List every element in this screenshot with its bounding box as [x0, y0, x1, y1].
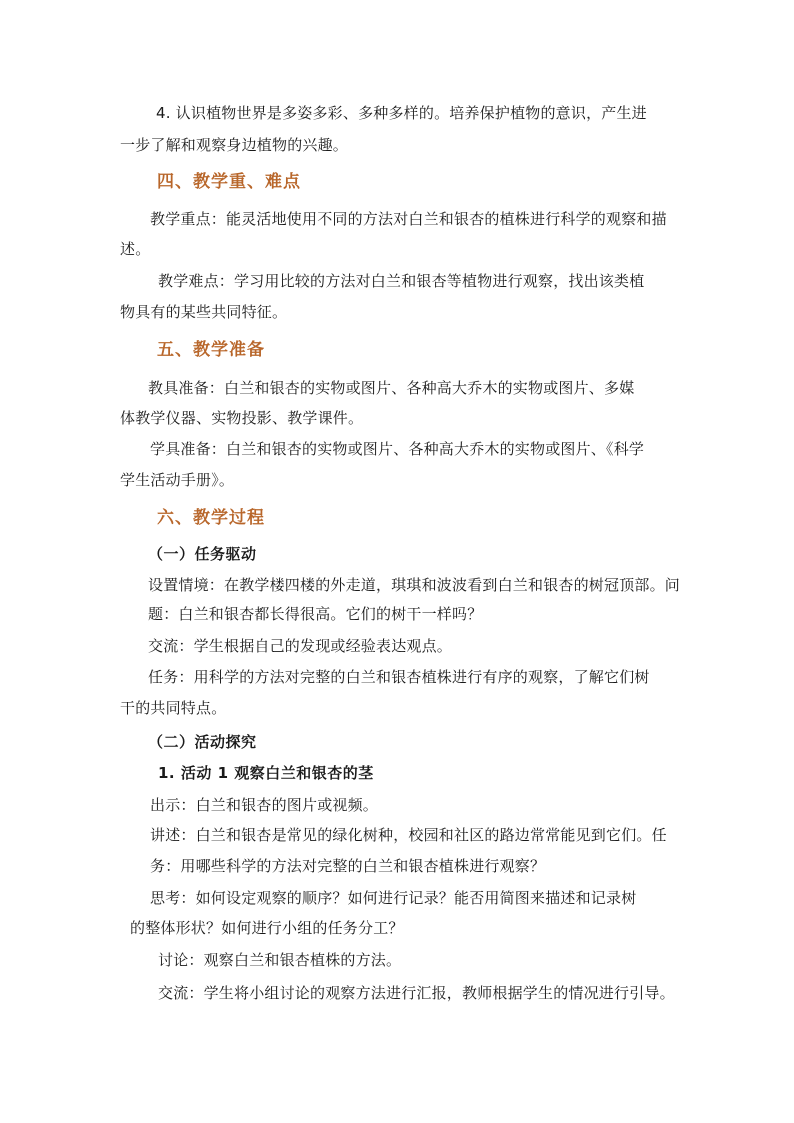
teacher-prep-line-1: 教具准备：白兰和银杏的实物或图片、各种高大乔木的实物或图片、多媒 — [148, 379, 635, 397]
heading-teaching-process: 六、教学过程 — [157, 508, 265, 528]
exchange-line: 交流：学生根据自己的发现或经验表达观点。 — [148, 637, 453, 655]
objective-4-line-1: 4. 认识植物世界是多姿多彩、多种多样的。培养保护植物的意识，产生进 — [156, 104, 647, 122]
student-prep-line-2: 学生活动手册》。 — [120, 471, 235, 489]
task-line-2: 干的共同特点。 — [120, 699, 227, 717]
discuss-line: 讨论：观察白兰和银杏植株的方法。 — [158, 951, 402, 969]
heading-key-difficult-points: 四、教学重、难点 — [157, 172, 301, 192]
subheading-activity-inquiry: （二）活动探究 — [148, 733, 257, 751]
explain-line-1: 讲述：白兰和银杏是常见的绿化树种，校园和社区的路边常常能见到它们。任 — [150, 826, 667, 844]
explain-line-2: 务：用哪些科学的方法对完整的白兰和银杏植株进行观察？ — [150, 857, 546, 875]
difficult-point-line-2: 物具有的某些共同特征。 — [120, 303, 288, 321]
key-point-line-1: 教学重点：能灵活地使用不同的方法对白兰和银杏的植株进行科学的观察和描 — [150, 210, 667, 228]
think-line-1: 思考：如何设定观察的顺序？如何进行记录？能否用简图来描述和记录树 — [150, 889, 637, 907]
think-line-2: 的整体形状？如何进行小组的任务分工？ — [130, 919, 404, 937]
key-point-line-2: 述。 — [120, 240, 151, 258]
teacher-prep-line-2: 体教学仪器、实物投影、教学课件。 — [120, 409, 364, 427]
scene-line-1: 设置情境：在教学楼四楼的外走道，琪琪和波波看到白兰和银杏的树冠顶部。问 — [148, 576, 681, 594]
scene-line-2: 题：白兰和银杏都长得很高。它们的树干一样吗？ — [148, 605, 483, 623]
show-line: 出示：白兰和银杏的图片或视频。 — [150, 796, 379, 814]
subheading-task-driven: （一）任务驱动 — [148, 545, 257, 563]
exchange-report-line: 交流：学生将小组讨论的观察方法进行汇报，教师根据学生的情况进行引导。 — [158, 984, 675, 1002]
task-line-1: 任务：用科学的方法对完整的白兰和银杏植株进行有序的观察，了解它们树 — [148, 668, 650, 686]
activity-1-title: 1. 活动 1 观察白兰和银杏的茎 — [158, 764, 374, 782]
objective-4-line-2: 一步了解和观察身边植物的兴趣。 — [120, 136, 349, 154]
student-prep-line-1: 学具准备：白兰和银杏的实物或图片、各种高大乔木的实物或图片、《科学 — [150, 440, 645, 458]
heading-teaching-preparation: 五、教学准备 — [157, 340, 265, 360]
difficult-point-line-1: 教学难点：学习用比较的方法对白兰和银杏等植物进行观察，找出该类植 — [158, 272, 645, 290]
